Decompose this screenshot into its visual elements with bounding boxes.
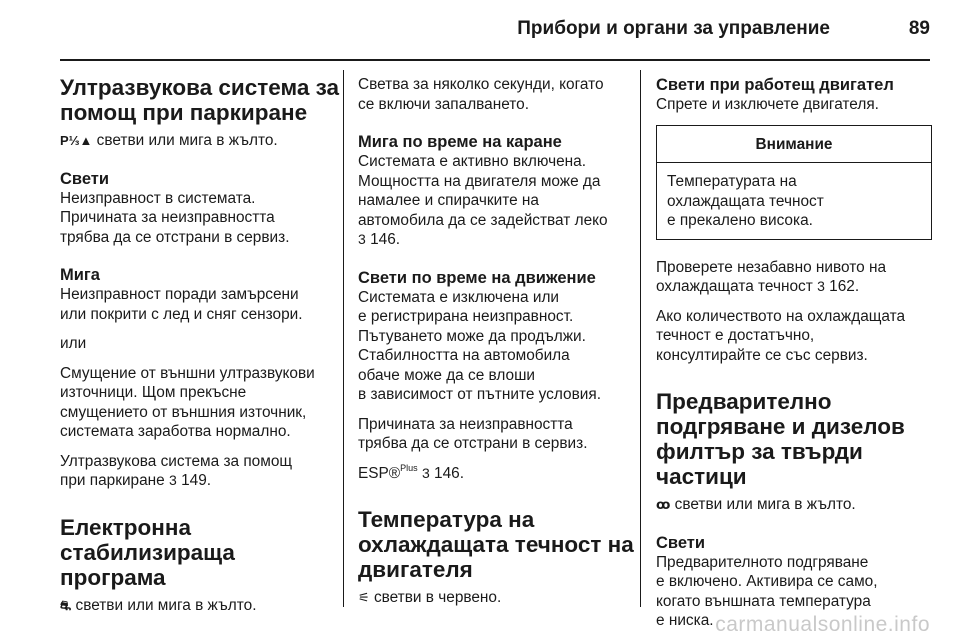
text-line: Системата е изключена или (358, 288, 560, 306)
text-line: когато външната температура (656, 592, 871, 610)
text-line: охлаждащата течност (656, 278, 813, 295)
heading-line: подгряване и дизелов (656, 414, 905, 439)
page-header-title: Прибори и органи за управление (517, 18, 830, 39)
text-line: Ако количеството на охлаждащата (656, 307, 906, 325)
heading-line: двигателя (358, 557, 473, 582)
text-line: е включено. Активира се само, (656, 573, 878, 590)
text-line: трябва да се отстрани в сервиз. (60, 228, 290, 246)
icon-line-text: светви или мига в жълто. (96, 132, 278, 149)
heading-line: програма (60, 564, 166, 590)
paragraph-consult-service (656, 307, 932, 366)
text-line: Причината за неизправността (60, 209, 275, 226)
paragraph-parking-ref (60, 452, 330, 491)
page-number: 89 (908, 18, 930, 39)
text-line: в зависимост от пътните условия. (358, 386, 601, 403)
column-2 (358, 75, 634, 618)
subheading-flashing: Мига (60, 266, 100, 284)
page-ref-link: 146. (434, 464, 464, 482)
column-divider-1 (343, 70, 344, 607)
section-heading-parking-assist (60, 75, 340, 125)
paragraph-check-coolant (656, 258, 932, 297)
text-line: при паркиране (60, 472, 165, 489)
heading-line: Ултразвукова система за (60, 75, 340, 100)
subheading-flashing-driving: Мига по време на каране (358, 133, 562, 151)
text-line: Мощността на двигателя може да (358, 172, 601, 190)
text-line: Проверете незабавно нивото на (656, 258, 887, 276)
text-line: консултирайте се със сервиз. (656, 346, 868, 364)
text-line: или покрити с лед и сняг сензори. (60, 305, 303, 323)
column-1 (60, 75, 340, 625)
heading-line: Предварително (656, 389, 832, 414)
paragraph-lit (60, 189, 330, 248)
paragraph-interference (60, 364, 330, 442)
text-line: автомобила да се задействат леко (358, 211, 608, 229)
text-line: намалее и спирачките на (358, 192, 539, 209)
text-line: течност е достатъчно, (656, 327, 815, 344)
paragraph-or: или (60, 335, 87, 352)
text-line: Пътуването може да продължи. (358, 327, 586, 345)
heading-line: охлаждащата течност на (358, 532, 634, 557)
text-line: е прекалено висока. (667, 212, 813, 229)
text-line: Стабилността на автомобила (358, 347, 570, 364)
warning-text (657, 163, 931, 239)
page-ref-link: 146. (370, 231, 401, 248)
text-line: Светва за няколко секунди, когато (358, 76, 604, 93)
section-heading-coolant (358, 507, 634, 582)
page-ref-arrow-icon: 3 (421, 464, 430, 481)
page-ref-arrow-icon: 3 (169, 472, 177, 488)
heading-line: филтър за твърди (656, 439, 863, 464)
text-line: Смущение от външни ултразвукови (60, 364, 315, 382)
icon-line-text: светви или мига в жълто. (674, 496, 856, 513)
page-ref-link: 149. (181, 472, 212, 489)
text-line: Причината за неизправността (358, 415, 573, 433)
icon-line-text: светви в червено. (373, 589, 502, 606)
subheading-preheating-lit: Свети (656, 533, 706, 552)
paragraph-stop-engine: Спрете и изключете двигателя. (656, 96, 879, 113)
watermark: carmanualsonline.info (715, 613, 930, 636)
paragraph-flashing-driving (358, 152, 624, 250)
text-line: охлаждащата течност (667, 192, 824, 210)
esp-superscript: Plus (400, 462, 418, 473)
text-line: системата заработва нормално. (60, 423, 291, 440)
paragraph-flashing (60, 285, 330, 324)
esp-warning-icon: ⛐ (60, 597, 72, 613)
page-ref-arrow-icon: 3 (817, 278, 825, 294)
esp-icon-line (60, 596, 330, 616)
page-ref-arrow-icon: 3 (358, 231, 366, 247)
icon-line-text: светви или мига в жълто. (75, 596, 257, 614)
text-line: смущението от външния източник, (60, 403, 307, 421)
paragraph-lit-motion (358, 288, 624, 405)
glow-plug-icon: ꝏ (656, 497, 671, 512)
section-heading-esp (60, 515, 330, 590)
coolant-icon-line (358, 588, 624, 608)
heading-line: Електронна (60, 514, 191, 540)
esp-label: ESP® (358, 464, 401, 482)
warning-box (656, 125, 932, 240)
subheading-engine-running: Свети при работещ двигател (656, 76, 894, 94)
text-line: Системата е активно включена. (358, 153, 586, 170)
column-divider-2 (640, 70, 641, 607)
heading-line: Температура на (358, 507, 535, 532)
text-line: източници. Щом прекъсне (60, 384, 247, 401)
preheating-icon-line (656, 495, 932, 515)
text-line: обаче може да се влоши (358, 366, 536, 384)
text-line: е регистрирана неизправност. (358, 308, 574, 325)
parking-assist-icon: P⅓▲ (60, 133, 93, 148)
column-3 (656, 75, 932, 641)
text-line: Неизправност в системата. (60, 189, 256, 207)
paragraph-esp-intro (358, 75, 624, 114)
text-line: трябва да се отстрани в сервиз. (358, 435, 588, 452)
subheading-lit-motion: Свети по време на движение (358, 268, 596, 287)
text-line: се включи запалването. (358, 95, 530, 113)
text-line: Ултразвукова система за помощ (60, 452, 293, 470)
paragraph-service (358, 415, 624, 454)
heading-line: стабилизираща (60, 539, 235, 565)
text-line: е ниска. (656, 612, 714, 629)
subheading-lit: Свети (60, 169, 110, 188)
paragraph-esp-ref (358, 464, 624, 484)
parking-icon-line (60, 131, 330, 151)
section-heading-preheating (656, 389, 932, 489)
warning-title: Внимание (657, 126, 931, 164)
page-ref-link: 162. (829, 278, 860, 295)
heading-line: частици (656, 464, 747, 489)
heading-line: помощ при паркиране (60, 100, 308, 125)
text-line: Неизправност поради замърсени (60, 286, 299, 303)
text-line: Температурата на (667, 173, 797, 190)
coolant-temperature-icon: ⚟ (358, 590, 370, 605)
header-rule (60, 59, 930, 61)
text-line: Предварителното подгряване (656, 553, 869, 571)
